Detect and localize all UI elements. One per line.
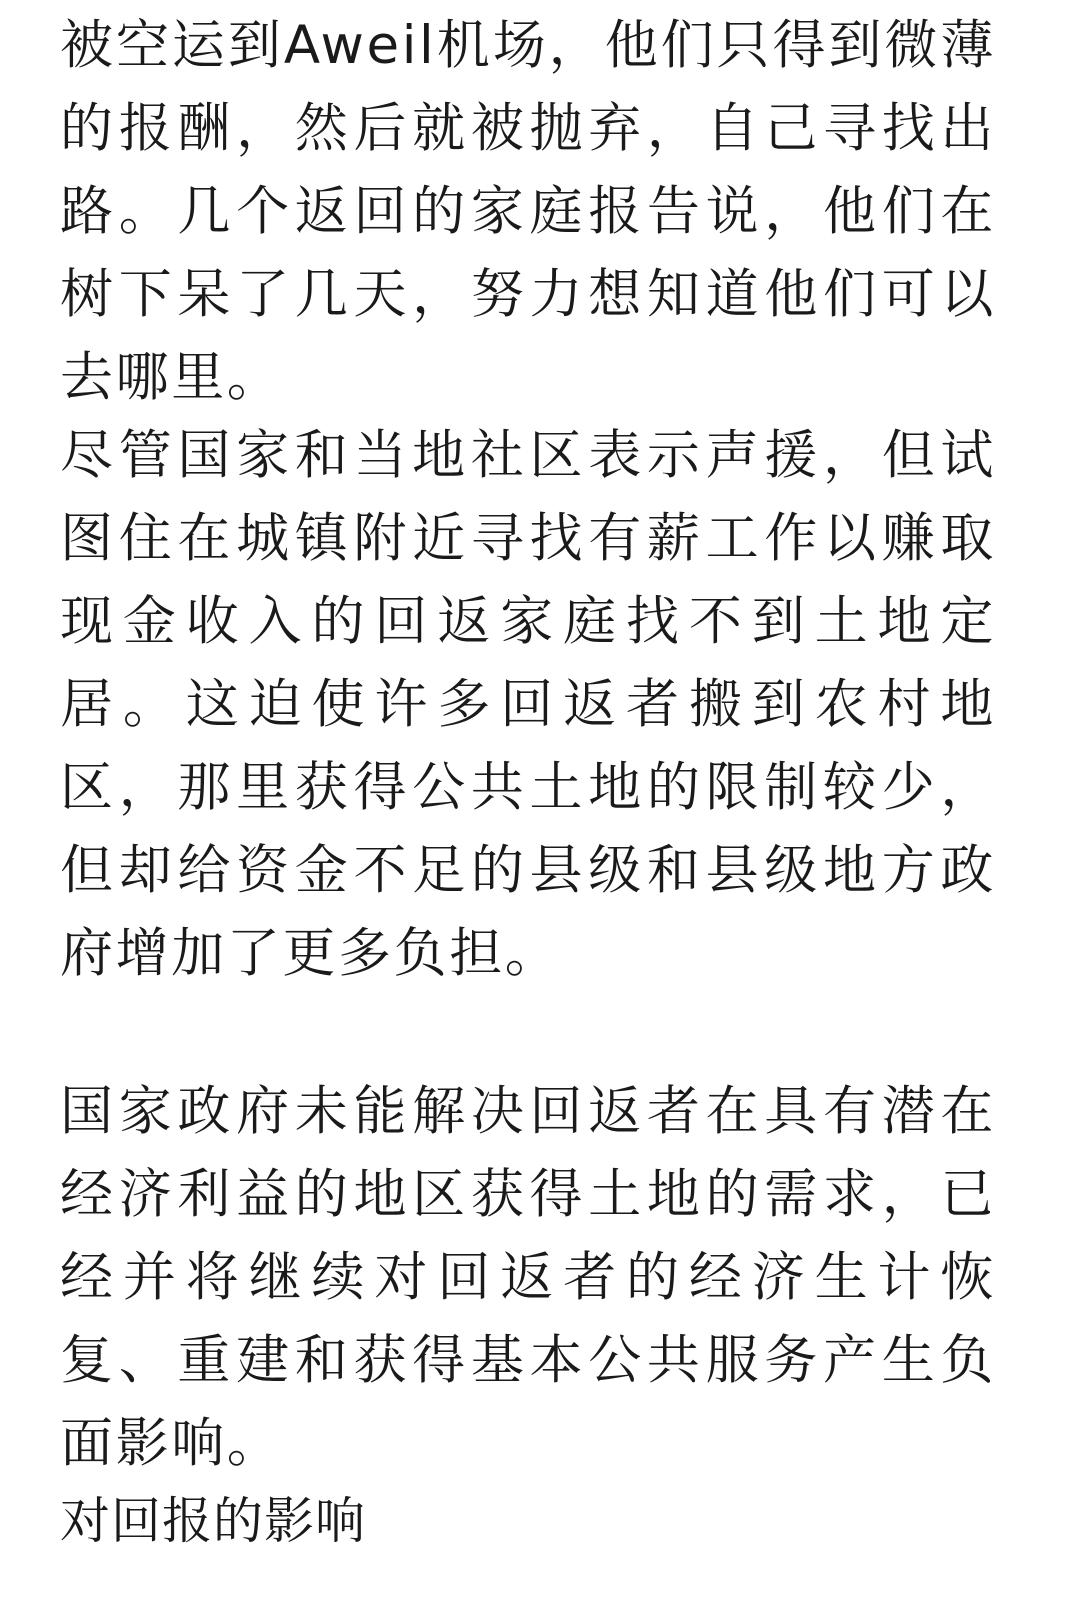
paragraph-land-settlement: 尽管国家和当地社区表示声援，但试图住在城镇附近寻找有薪工作以赚取现金收入的回返家庭找不到土地定居。这迫使许多回返者搬到农村地区，那里获得公共土地的限制较少，但却给资金不足的县级和县级地方政府增加了更多负担。 [60, 425, 996, 984]
section-heading: 对回报的影响 [60, 1492, 366, 1550]
paragraph-airlift: 被空运到Aweil机场，他们只得到微薄的报酬，然后就被抛弃，自己寻找出路。几个返回的家庭报告说，他们在树下呆了几天，努力想知道他们可以去哪里。 [60, 15, 996, 408]
paragraph-government-failure: 国家政府未能解决回返者在具有潜在经济利益的地区获得土地的需求，已经并将继续对回返者的经济生计恢复、重建和获得基本公共服务产生负面影响。 [60, 1081, 996, 1474]
